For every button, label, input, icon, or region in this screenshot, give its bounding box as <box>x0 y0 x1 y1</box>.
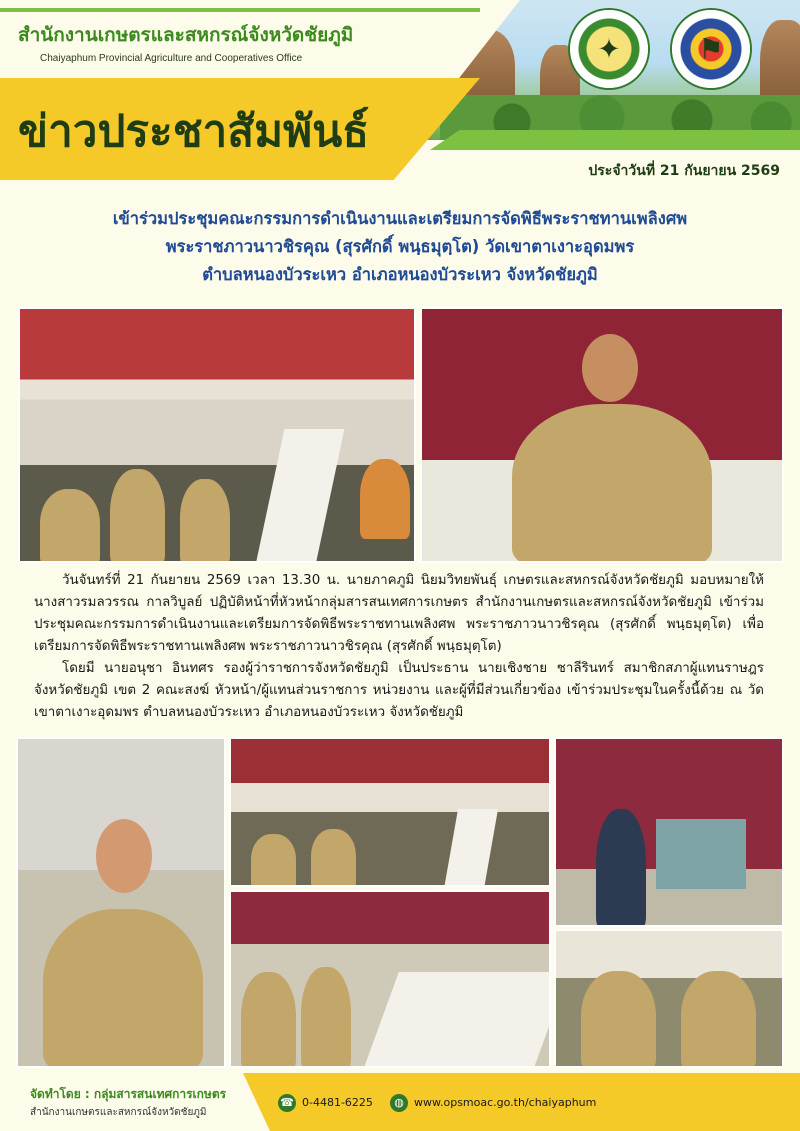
officer-portrait-photo <box>16 737 226 1068</box>
monk-figure <box>360 459 410 539</box>
deity-emblem-icon: ✦ <box>597 32 621 66</box>
header-divider <box>0 8 480 12</box>
official-figure <box>512 404 712 563</box>
headline-line: พระราชภาวนาวชิรคุณ (สุรศักดิ์ พนฺธมุตฺโต) วัดเขาตาเงาะอุดมพร <box>165 237 635 256</box>
page-title: ข่าวประชาสัมพันธ์ <box>18 106 370 157</box>
official-speaking-photo <box>420 307 784 563</box>
officer-figure <box>581 971 656 1068</box>
ministry-seal-logo <box>570 10 648 88</box>
article-paragraph: วันจันทร์ที่ 21 กันยายน 2569 เวลา 13.30 น. นายภาคภูมิ นิยมวิทยพันธุ์ เกษตรและสหกรณ์จังหวัดชัยภูมิ มอบหมายให้นางสาวรมลวรรณ กาลวิบูลย์ ปฏิบัติหน้าที่หัวหน้ากลุ่มสารสนเทศการเกษตร สำนักงานเกษตรและสหกรณ์จังหวัดชัยภูมิ เข้าร่วมประชุมคณะกรรมการดำเนินงานและเตรียมการจัดพิธีพระราชทานเพลิงศพ พระราชภาวนาวชิรคุณ (สุรศักดิ์ พนฺธมุตฺโต) เพื่อเตรียมการจัดพิธีพระราชทานเพลิงศพ พระราชภาวนาวชิรคุณ (สุรศักดิ์ พนฺธมุตฺโต) <box>34 573 764 654</box>
presentation-board <box>656 819 746 889</box>
officer-figure <box>681 971 756 1068</box>
official-head <box>582 334 638 402</box>
meeting-room-photo <box>229 737 551 887</box>
article-paragraph: โดยมี นายอนุชา อินทศร รองผู้ว่าราชการจังหวัดชัยภูมิ เป็นประธาน นายเชิงชาย ชาลีรินทร์ สมาชิกสภาผู้แทนราษฎร จังหวัดชัยภูมิ เขต 2 คณะสงฆ์ หัวหน้า/ผู้แทนส่วนราชการ หน่วยงาน และผู้ที่มีส่วนเกี่ยวข้อง เข้าร่วมประชุมในครั้งนี้ด้วย ณ วัดเขาตาเงาะอุดมพร ตำบลหนองบัวระเหว อำเภอหนองบัวระเหว จังหวัดชัยภูมิ <box>34 661 764 720</box>
attendee-figure <box>251 834 296 887</box>
office-name-thai: สำนักงานเกษตรและสหกรณ์จังหวัดชัยภูมิ <box>18 24 354 46</box>
attendee-figure <box>241 972 296 1068</box>
publication-date: ประจำวันที่ 21 กันยายน 2569 <box>588 163 780 179</box>
attendees-row-photo <box>229 890 551 1068</box>
speaker-figure <box>596 809 646 927</box>
meeting-hall-photo <box>18 307 416 563</box>
credit-office: สำนักงานเกษตรและสหกรณ์จังหวัดชัยภูมิ <box>30 1107 207 1118</box>
phone-icon: ☎ <box>278 1094 296 1112</box>
contact-phone[interactable]: 0-4481-6225 <box>302 1096 373 1109</box>
headline-line: เข้าร่วมประชุมคณะกรรมการดำเนินงานและเตรียมการจัดพิธีพระราชทานเพลิงศพ <box>112 209 688 228</box>
office-name-english: Chaiyaphum Provincial Agriculture and Cooperatives Office <box>40 53 303 64</box>
credit-producer: จัดทำโดย : กลุ่มสารสนเทศการเกษตร <box>30 1087 227 1101</box>
attendee-figure <box>311 829 356 887</box>
attendee-figure <box>40 489 100 563</box>
province-seal-logo <box>672 10 750 88</box>
website-link[interactable]: www.opsmoac.go.th/chaiyaphum <box>414 1096 597 1109</box>
flag-emblem-icon: ⚑ <box>698 32 724 66</box>
header-accent-band <box>430 130 800 150</box>
meeting-table <box>444 809 498 887</box>
officer-head <box>96 819 152 893</box>
speaker-presentation-photo <box>554 737 784 927</box>
meeting-table <box>256 429 345 563</box>
seated-officers-photo <box>554 929 784 1068</box>
headline-line: ตำบลหนองบัวระเหว อำเภอหนองบัวระเหว จังหวัดชัยภูมิ <box>202 265 598 284</box>
article-body <box>34 570 764 724</box>
attendee-figure <box>301 967 351 1068</box>
attendee-figure <box>180 479 230 563</box>
officer-figure <box>43 909 203 1068</box>
news-headline <box>20 205 780 289</box>
globe-icon: ◍ <box>390 1094 408 1112</box>
meeting-table <box>363 972 551 1068</box>
attendee-figure <box>110 469 165 563</box>
